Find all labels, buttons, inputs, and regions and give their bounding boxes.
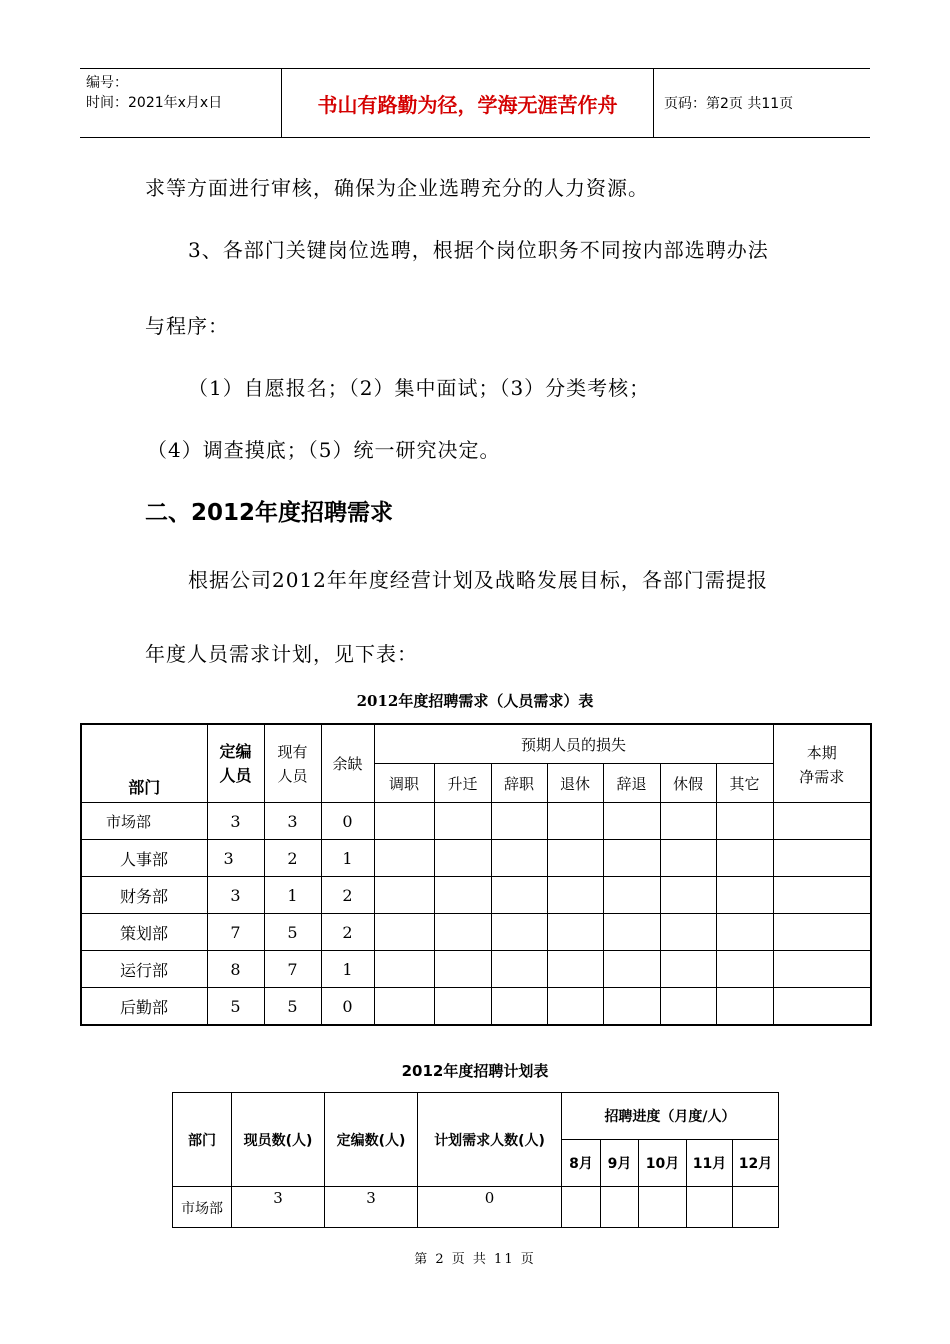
table1-caption: 2012年度招聘需求（人员需求）表	[356, 692, 594, 710]
empty-cell	[491, 988, 547, 1026]
row-vacancy: 1	[321, 951, 374, 988]
table-row	[81, 951, 871, 988]
empty-cell	[603, 877, 660, 914]
empty-cell	[434, 877, 491, 914]
section-heading: 二、2012年度招聘需求	[145, 500, 394, 526]
header-motto: 书山有路勤为径，学海无涯苦作舟	[282, 69, 654, 137]
row-staffing: 7	[207, 914, 264, 951]
empty-cell	[374, 988, 434, 1026]
table2-caption: 2012年度招聘计划表	[401, 1062, 549, 1080]
empty-cell	[547, 951, 603, 988]
row-current: 5	[264, 988, 321, 1026]
table-row	[81, 914, 871, 951]
header-loss-resign: 辞职	[491, 764, 547, 803]
page-footer: 第 2 页 共 11 页	[414, 1252, 536, 1267]
table-row	[81, 988, 871, 1026]
empty-cell	[434, 840, 491, 877]
row-current: 2	[264, 840, 321, 877]
paragraph-4: （1）自愿报名；（2）集中面试；（3）分类考核；	[188, 376, 651, 400]
empty-cell	[773, 840, 871, 877]
plan-row-current: 3	[232, 1187, 325, 1228]
header-current	[264, 724, 321, 803]
plan-row-dept: 市场部	[173, 1187, 232, 1228]
plan-table	[172, 1092, 779, 1228]
plan-header-month-12: 12月	[733, 1140, 779, 1187]
row-current: 1	[264, 877, 321, 914]
empty-cell	[660, 840, 716, 877]
empty-cell	[716, 840, 773, 877]
row-staffing: 3	[207, 840, 264, 877]
header-vacancy: 余缺	[321, 724, 374, 803]
empty-cell	[716, 877, 773, 914]
table-row	[173, 1187, 779, 1228]
row-dept: 后勤部	[81, 988, 207, 1026]
table-row	[81, 803, 871, 840]
plan-header-month-11: 11月	[687, 1140, 733, 1187]
paragraph-7: 年度人员需求计划，见下表：	[145, 642, 418, 666]
row-dept: 财务部	[81, 877, 207, 914]
row-staffing: 8	[207, 951, 264, 988]
empty-cell	[547, 803, 603, 840]
empty-cell	[434, 988, 491, 1026]
row-staffing: 3	[207, 803, 264, 840]
plan-row-planned: 0	[418, 1187, 562, 1228]
plan-header-month-10: 10月	[639, 1140, 687, 1187]
row-staffing: 3	[207, 877, 264, 914]
row-vacancy: 2	[321, 877, 374, 914]
header-meta	[80, 69, 282, 137]
plan-header-planned: 计划需求人数(人)	[418, 1093, 562, 1187]
paragraph-6: 根据公司2012年年度经营计划及战略发展目标，各部门需提报	[188, 568, 768, 592]
row-vacancy: 0	[321, 988, 374, 1026]
row-current: 7	[264, 951, 321, 988]
empty-cell	[773, 914, 871, 951]
empty-cell	[773, 803, 871, 840]
header-loss-transfer: 调职	[374, 764, 434, 803]
empty-cell	[687, 1187, 733, 1228]
empty-cell	[773, 951, 871, 988]
header-staffing-line2: 人员	[219, 765, 252, 785]
row-vacancy: 0	[321, 803, 374, 840]
empty-cell	[716, 914, 773, 951]
header-current-line2: 人员	[277, 766, 308, 785]
header-page-info: 页码：第2页 共11页	[664, 96, 794, 112]
empty-cell	[491, 914, 547, 951]
empty-cell	[603, 988, 660, 1026]
table-row	[81, 840, 871, 877]
header-loss-dismiss: 辞退	[603, 764, 660, 803]
header-loss-other: 其它	[716, 764, 773, 803]
header-current-line1: 现有	[277, 742, 308, 761]
header-dept: 部门	[81, 724, 207, 803]
header-number: 编号：	[86, 75, 128, 91]
demand-table	[80, 723, 872, 1026]
empty-cell	[733, 1187, 779, 1228]
plan-header-current: 现员数(人)	[232, 1093, 325, 1187]
empty-cell	[491, 840, 547, 877]
empty-cell	[603, 840, 660, 877]
empty-cell	[547, 914, 603, 951]
empty-cell	[374, 840, 434, 877]
empty-cell	[434, 914, 491, 951]
table-row	[81, 877, 871, 914]
header-loss-group: 预期人员的损失	[374, 724, 773, 764]
plan-row-staffing: 3	[325, 1187, 418, 1228]
empty-cell	[374, 803, 434, 840]
page-header	[80, 68, 870, 138]
empty-cell	[491, 951, 547, 988]
header-time: 时间：2021年x月x日	[86, 95, 223, 111]
header-loss-retire: 退休	[547, 764, 603, 803]
row-vacancy: 2	[321, 914, 374, 951]
row-dept: 策划部	[81, 914, 207, 951]
empty-cell	[374, 877, 434, 914]
header-loss-promotion: 升迁	[434, 764, 491, 803]
header-loss-leave: 休假	[660, 764, 716, 803]
empty-cell	[660, 877, 716, 914]
empty-cell	[773, 877, 871, 914]
empty-cell	[491, 803, 547, 840]
empty-cell	[374, 951, 434, 988]
empty-cell	[716, 803, 773, 840]
empty-cell	[660, 951, 716, 988]
row-vacancy: 1	[321, 840, 374, 877]
row-current: 3	[264, 803, 321, 840]
empty-cell	[660, 803, 716, 840]
empty-cell	[434, 951, 491, 988]
row-dept: 运行部	[81, 951, 207, 988]
row-dept: 人事部	[81, 840, 207, 877]
paragraph-5: （4）调查摸底；（5）统一研究决定。	[147, 438, 501, 462]
empty-cell	[562, 1187, 601, 1228]
header-net-demand	[773, 724, 871, 803]
paragraph-1: 求等方面进行审核，确保为企业选聘充分的人力资源。	[145, 176, 649, 200]
plan-header-staffing: 定编数(人)	[325, 1093, 418, 1187]
empty-cell	[601, 1187, 639, 1228]
paragraph-3: 与程序：	[145, 314, 229, 338]
empty-cell	[639, 1187, 687, 1228]
plan-header-month-8: 8月	[562, 1140, 601, 1187]
empty-cell	[434, 803, 491, 840]
header-net-line2: 净需求	[799, 768, 845, 786]
plan-header-month-9: 9月	[601, 1140, 639, 1187]
empty-cell	[374, 914, 434, 951]
plan-header-dept: 部门	[173, 1093, 232, 1187]
empty-cell	[660, 914, 716, 951]
paragraph-2: 3、各部门关键岗位选聘，根据个岗位职务不同按内部选聘办法	[188, 238, 769, 262]
empty-cell	[716, 988, 773, 1026]
row-current: 5	[264, 914, 321, 951]
row-staffing: 5	[207, 988, 264, 1026]
empty-cell	[547, 840, 603, 877]
header-staffing-line1: 定编	[219, 741, 252, 761]
header-staffing	[207, 724, 264, 803]
empty-cell	[603, 951, 660, 988]
empty-cell	[660, 988, 716, 1026]
empty-cell	[547, 877, 603, 914]
empty-cell	[547, 988, 603, 1026]
row-dept: 市场部	[81, 803, 207, 840]
empty-cell	[773, 988, 871, 1026]
empty-cell	[491, 877, 547, 914]
plan-header-progress: 招聘进度（月度/人）	[562, 1093, 779, 1140]
empty-cell	[716, 951, 773, 988]
empty-cell	[603, 803, 660, 840]
empty-cell	[603, 914, 660, 951]
header-net-line1: 本期	[806, 744, 837, 762]
